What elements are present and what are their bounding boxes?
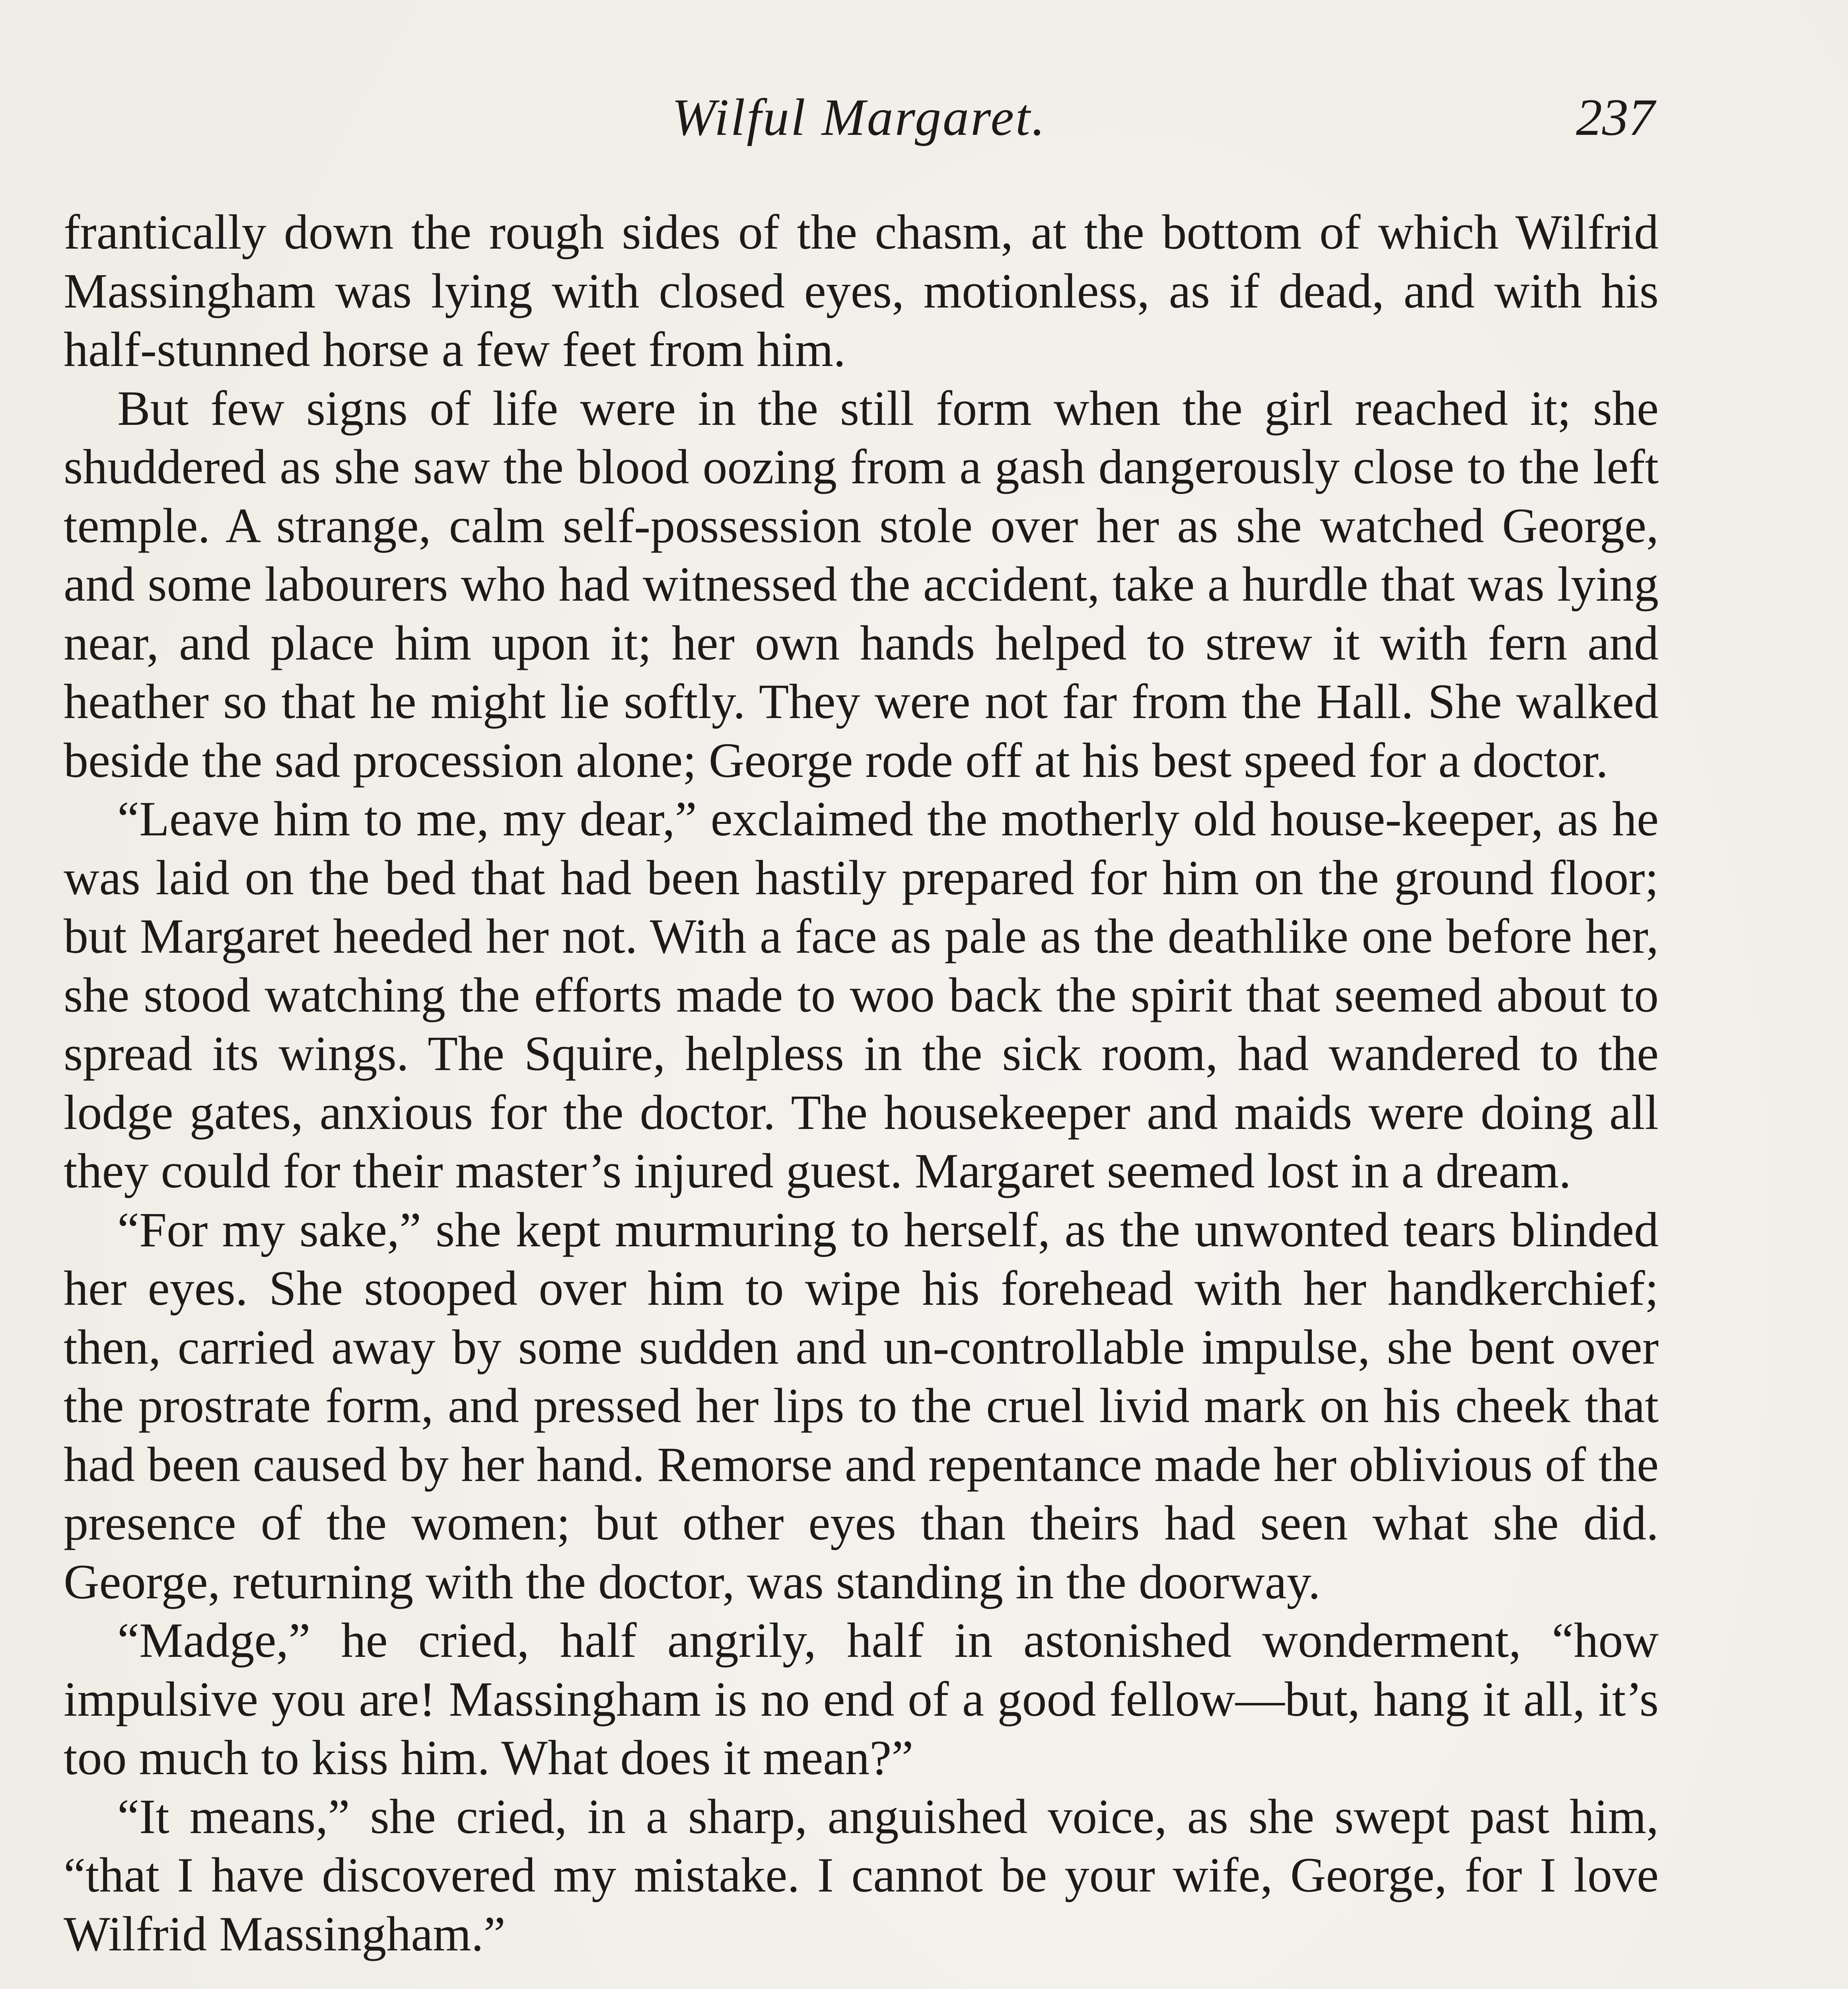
running-title: Wilful Margaret. bbox=[672, 88, 1047, 146]
body-text bbox=[64, 203, 1659, 1989]
page-number: 237 bbox=[1576, 88, 1655, 146]
paragraph: “For my sake,” she kept murmuring to herself, as the unwonted tears blinded her eyes. She stooped over him to wipe his forehead with her handkerchief; then, carried away by some sudden and un-controllable impulse, she bent over the prostrate form, and pressed her lips to the cruel livid mark on his cheek that had been caused by her hand. Remorse and repentance made her oblivious of the presence of the women; but other eyes than theirs had seen what she did. George, returning with the doctor, was standing in the doorway. bbox=[64, 1202, 1659, 1609]
section-break bbox=[64, 1963, 1659, 1989]
paragraph: “It means,” she cried, in a sharp, anguished voice, as she swept past him, “that I have discovered my mistake. I cannot be your wife, George, for I love Wilfrid Massingham.” bbox=[64, 1789, 1659, 1961]
paragraph: frantically down the rough sides of the chasm, at the bottom of which Wilfrid Massingham was lying with closed eyes, motionless, as if dead, and with his half-stunned horse a few feet from him. bbox=[64, 205, 1659, 377]
paragraph: But few signs of life were in the still form when the girl reached it; she shuddered as she saw the blood oozing from a gash dangerously close to the left temple. A strange, calm self-possession stole over her as she watched George, and some labourers who had witnessed the accident, take a hurdle that was lying near, and place him upon it; her own hands helped to strew it with fern and heather so that he might lie softly. They were not far from the Hall. She walked beside the sad procession alone; George rode off at his best speed for a doctor. bbox=[64, 381, 1659, 788]
running-head bbox=[64, 80, 1655, 159]
paragraph: “Leave him to me, my dear,” exclaimed the motherly old house-keeper, as he was laid on the bed that had been hastily prepared for him on the ground floor; but Margaret heeded her not. With a face as pale as the deathlike one before her, she stood watching the efforts made to woo back the spirit that seemed about to spread its wings. The Squire, helpless in the sick room, had wandered to the lodge gates, anxious for the doctor. The housekeeper and maids were doing all they could for their master’s injured guest. Margaret seemed lost in a dream. bbox=[64, 792, 1659, 1198]
paragraph: “Madge,” he cried, half angrily, half in astonished wonderment, “how impulsive you are! Massingham is no end of a good fellow—but, hang it all, it’s too much to kiss him. What does it mean?” bbox=[64, 1613, 1659, 1785]
